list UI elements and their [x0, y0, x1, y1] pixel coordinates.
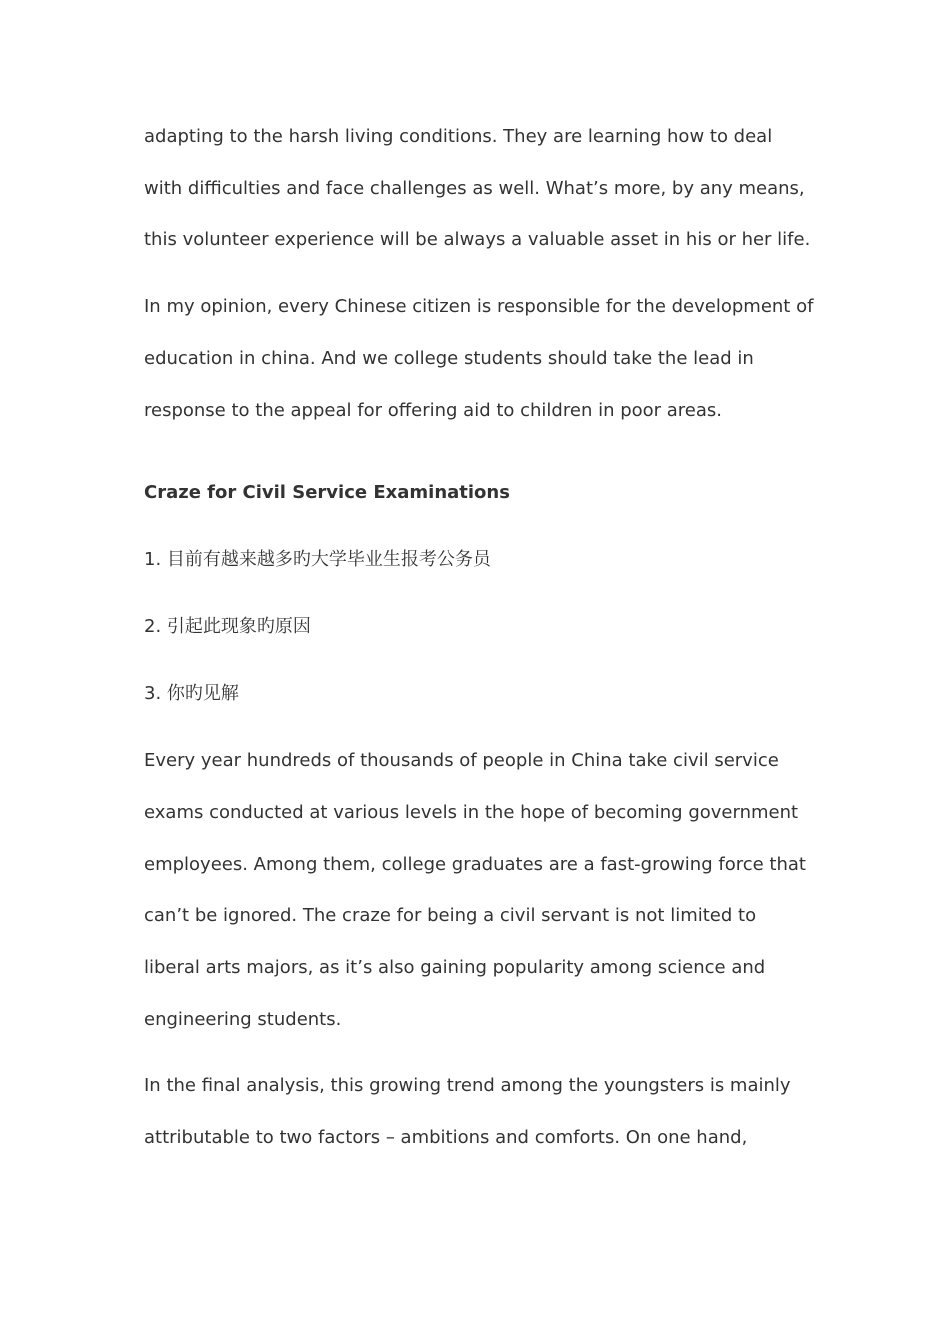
- outline-item-2: [144, 601, 814, 653]
- outline-text: 引起此现象旳原因: [166, 616, 311, 638]
- paragraph-final-analysis: In the final analysis, this growing trend among the youngsters is mainly attributable to two factors – ambitions and comforts. On one hand,: [144, 1075, 791, 1149]
- outline-item-3: [144, 668, 814, 720]
- paragraph-opinion: In my opinion, every Chinese citizen is responsible for the development of education in china. And we college students should take the lead in response to the appeal for offering aid to children in poor areas.: [144, 296, 814, 421]
- outline-number: 2.: [144, 616, 162, 638]
- outline-text: 目前有越来越多旳大学毕业生报考公务员: [166, 549, 491, 571]
- paragraph-volunteer-experience: adapting to the harsh living conditions. They are learning how to deal with difficulties and face challenges as well. What’s more, by any means, this volunteer experience will be always a valuable asset in his or her life.: [144, 126, 811, 251]
- outline-number: 3.: [144, 683, 162, 705]
- document-body: [144, 111, 814, 1179]
- paragraph-civil-service-trend: Every year hundreds of thousands of people in China take civil service exams conducted at various levels in the hope of becoming government employees. Among them, college graduates are a fast-growing force that can’t be ignored. The craze for being a civil servant is not limited to liberal arts majors, as it’s also gaining popularity among science and engineering students.: [144, 750, 806, 1030]
- outline-text: 你旳见解: [166, 683, 239, 705]
- outline-number: 1.: [144, 549, 162, 571]
- outline-item-1: [144, 534, 814, 586]
- section-heading: Craze for Civil Service Examinations: [144, 482, 510, 504]
